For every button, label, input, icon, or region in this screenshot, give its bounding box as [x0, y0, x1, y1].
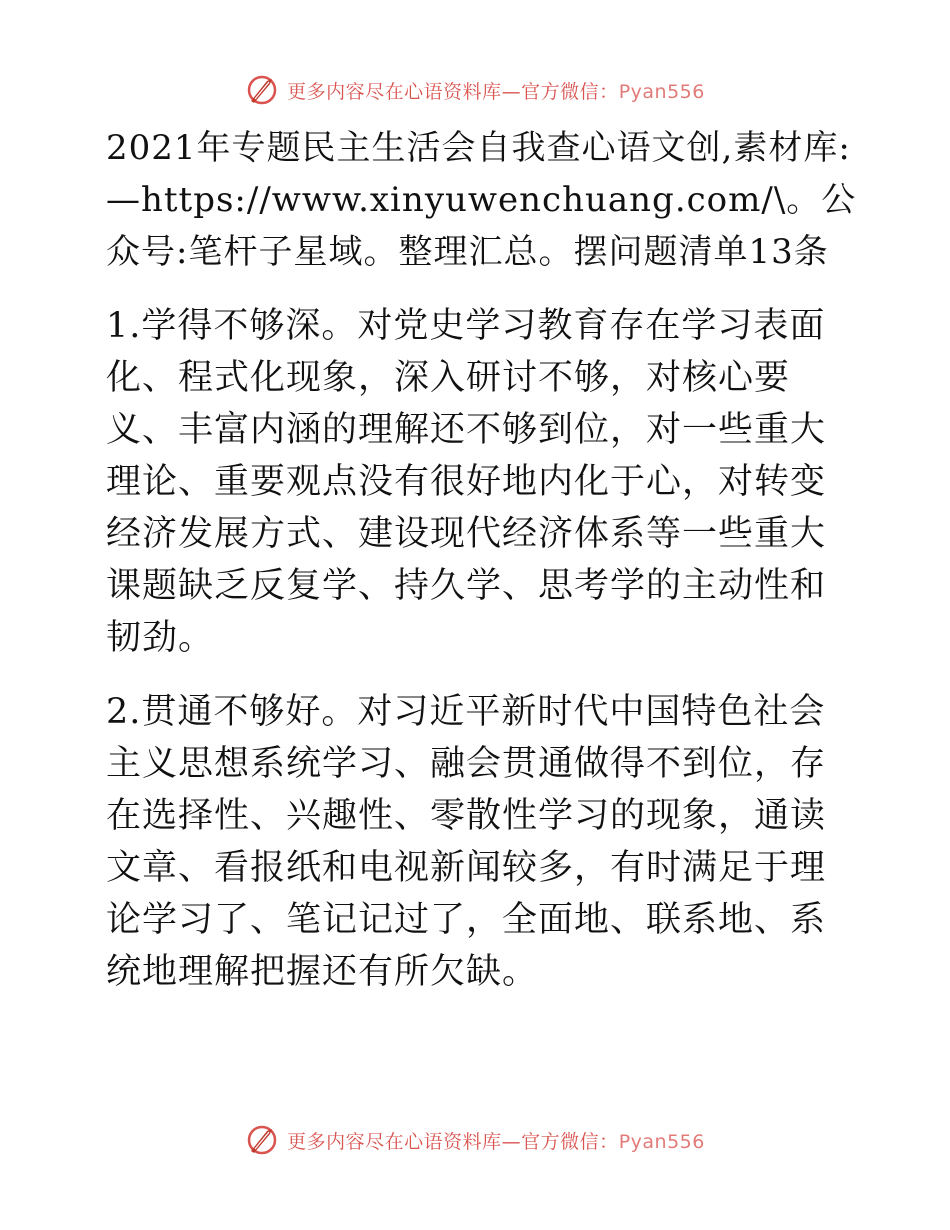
- wechat-label: 官方微信：: [521, 80, 619, 103]
- watermark-text: [287, 77, 705, 104]
- header-watermark-banner: [0, 70, 950, 110]
- issue-item-1: 1.学得不够深。对党史学习教育存在学习表面化、程式化现象，深入研讨不够，对核心要义、丰富内涵的理解还不够到位，对一些重大理论、重要观点没有很好地内化于心，对转变经济发展方式、建设现代经济体系等一些重大课题缺乏反复学、持久学、思考学的主动性和韧劲。: [106, 306, 827, 658]
- watermark-text: [287, 1127, 705, 1154]
- quill-pen-logo-icon: [245, 73, 279, 107]
- footer-watermark-banner: [0, 1120, 950, 1160]
- wechat-id: Pyan556: [618, 80, 705, 103]
- document-body: [98, 122, 858, 1020]
- promo-separator: —: [501, 1130, 522, 1153]
- promo-text: 更多内容尽在心语资料库: [287, 80, 502, 103]
- quill-pen-logo-icon: [245, 1123, 279, 1157]
- wechat-id: Pyan556: [618, 1130, 705, 1153]
- document-intro: 2021年专题民主生活会自我查心语文创,素材库:—https://www.xinyuwenchuang.com/\。公众号:笔杆子星域。整理汇总。摆问题清单13条: [106, 128, 857, 272]
- promo-separator: —: [501, 80, 522, 103]
- wechat-label: 官方微信：: [521, 1130, 619, 1153]
- promo-text: 更多内容尽在心语资料库: [287, 1130, 502, 1153]
- issue-item-2: 2.贯通不够好。对习近平新时代中国特色社会主义思想系统学习、融会贯通做得不到位，存在选择性、兴趣性、零散性学习的现象，通读文章、看报纸和电视新闻较多，有时满足于理论学习了、笔记记过了，全面地、联系地、系统地理解把握还有所欠缺。: [106, 692, 827, 992]
